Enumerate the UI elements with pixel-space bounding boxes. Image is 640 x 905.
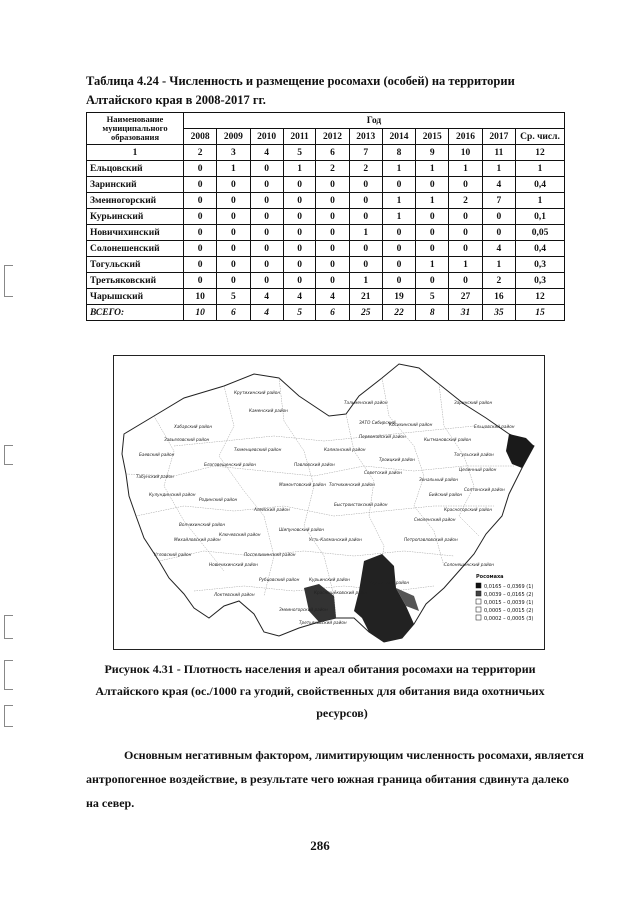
value-cell: 0 — [316, 193, 349, 209]
value-cell: 19 — [382, 289, 415, 305]
table-row — [87, 161, 565, 177]
map-label: Чарышский район — [369, 580, 410, 585]
value-cell: 5 — [217, 289, 250, 305]
legend-label: 0,0039 – 0,0165 (2) — [484, 592, 534, 598]
value-cell: 0 — [184, 273, 217, 289]
table-row — [87, 257, 565, 273]
table-row — [87, 289, 565, 305]
value-cell: 1 — [482, 161, 515, 177]
municipality-name-cell: Заринский — [87, 177, 184, 193]
average-cell: 12 — [516, 289, 565, 305]
map-label: Хабарский район — [174, 424, 213, 429]
value-cell: 4 — [482, 177, 515, 193]
total-value-cell: 10 — [184, 305, 217, 321]
value-cell: 0 — [184, 257, 217, 273]
municipality-name-cell: Новичихинский — [87, 225, 184, 241]
value-cell: 1 — [416, 161, 449, 177]
municipality-name-cell: Солонешенский — [87, 241, 184, 257]
value-cell: 1 — [349, 273, 382, 289]
municipality-name-cell: Ельцовский — [87, 161, 184, 177]
value-cell: 1 — [449, 257, 482, 273]
map-label: ЗАТО Сибирский — [359, 420, 396, 425]
index-cell: 4 — [250, 145, 283, 161]
map-label: Калманский район — [324, 447, 366, 452]
index-cell: 6 — [316, 145, 349, 161]
value-cell: 0 — [316, 177, 349, 193]
year-cell: 2015 — [416, 129, 449, 145]
year-cell: 2009 — [217, 129, 250, 145]
value-cell: 0 — [416, 225, 449, 241]
map-label: Благовещенский район — [204, 462, 257, 467]
value-cell: 0 — [283, 257, 316, 273]
map-label: Кулундинский район — [149, 492, 196, 497]
value-cell: 0 — [482, 225, 515, 241]
year-cell: 2017 — [482, 129, 515, 145]
map-label: Солтонский район — [464, 487, 505, 492]
value-cell: 0 — [184, 193, 217, 209]
value-cell: 1 — [349, 225, 382, 241]
value-cell: 2 — [482, 273, 515, 289]
year-cell: 2014 — [382, 129, 415, 145]
map-label: Третьяковский район — [299, 620, 347, 625]
paragraph-line-3: на север. — [86, 796, 135, 810]
value-cell: 4 — [316, 289, 349, 305]
value-cell: 0 — [349, 193, 382, 209]
value-cell: 1 — [482, 257, 515, 273]
map-label: Мамонтовский район — [279, 482, 326, 487]
value-cell: 0 — [416, 209, 449, 225]
total-value-cell: 6 — [217, 305, 250, 321]
table-caption-line-1: Таблица 4.24 - Численность и размещение росомахи (особей) на территории — [86, 74, 515, 88]
map-label: Солонешенский район — [444, 562, 495, 567]
value-cell: 0 — [316, 225, 349, 241]
map-legend — [476, 574, 533, 622]
value-cell: 0 — [449, 209, 482, 225]
value-cell: 4 — [283, 289, 316, 305]
altai-krai-map — [114, 356, 544, 649]
legend-title: Росомаха — [476, 574, 504, 580]
value-cell: 0 — [217, 193, 250, 209]
map-label: Шипуновский район — [279, 527, 325, 532]
legend-label: 0,0165 – 0,0369 (1) — [484, 584, 534, 590]
total-value-cell: 31 — [449, 305, 482, 321]
year-cell: 2011 — [283, 129, 316, 145]
value-cell: 0 — [250, 225, 283, 241]
year-cell: 2008 — [184, 129, 217, 145]
map-label: Заринский район — [454, 400, 493, 405]
value-cell: 0 — [184, 209, 217, 225]
value-cell: 0 — [217, 177, 250, 193]
map-label: Косихинский район — [389, 422, 433, 427]
map-label: Завьяловский район — [164, 437, 210, 442]
paragraph-line-1: Основным негативным фактором, лимитирующим численность росомахи, является — [124, 748, 584, 762]
map-label: Змеиногорский район — [279, 607, 328, 612]
value-cell: 2 — [449, 193, 482, 209]
wolverine-count-table — [86, 112, 565, 321]
legend-item — [476, 591, 533, 598]
value-cell: 0 — [316, 257, 349, 273]
average-cell: 0,1 — [516, 209, 565, 225]
map-label: Топчихинский район — [329, 482, 375, 487]
legend-swatch — [476, 599, 481, 604]
table-caption-line-2: Алтайского края в 2008-2017 гг. — [86, 93, 266, 107]
value-cell: 0 — [217, 257, 250, 273]
map-label: Волчихинский район — [179, 522, 226, 527]
map-label: Кытмановский район — [424, 437, 472, 442]
value-cell: 0 — [382, 177, 415, 193]
value-cell: 0 — [382, 257, 415, 273]
map-label: Тальменский район — [344, 400, 388, 405]
map-figure — [113, 355, 545, 650]
year-cell: 2012 — [316, 129, 349, 145]
value-cell: 0 — [250, 161, 283, 177]
total-value-cell: 35 — [482, 305, 515, 321]
map-label: Бийский район — [429, 492, 463, 497]
total-value-cell: 6 — [316, 305, 349, 321]
value-cell: 1 — [217, 161, 250, 177]
index-cell: 3 — [217, 145, 250, 161]
value-cell: 0 — [250, 177, 283, 193]
total-label-cell: ВСЕГО: — [87, 305, 184, 321]
scan-margin-mark — [4, 265, 13, 297]
map-label: Ельцовский район — [474, 424, 515, 429]
value-cell: 27 — [449, 289, 482, 305]
value-cell: 0 — [382, 241, 415, 257]
map-label: Целинный район — [459, 467, 497, 472]
value-cell: 0 — [449, 241, 482, 257]
value-cell: 1 — [382, 193, 415, 209]
map-label: Тюменцевский район — [234, 447, 282, 452]
value-cell: 21 — [349, 289, 382, 305]
value-cell: 1 — [382, 209, 415, 225]
year-cell: 2016 — [449, 129, 482, 145]
index-cell: 1 — [87, 145, 184, 161]
map-label: Курьинский район — [309, 577, 350, 582]
year-cell: 2010 — [250, 129, 283, 145]
value-cell: 0 — [283, 177, 316, 193]
index-cell: 8 — [382, 145, 415, 161]
average-header: Ср. числ. — [516, 129, 565, 145]
legend-label: 0,0002 – 0,0005 (3) — [484, 616, 534, 622]
scan-margin-mark — [4, 445, 13, 465]
value-cell: 0 — [283, 193, 316, 209]
value-cell: 0 — [416, 241, 449, 257]
value-cell: 0 — [250, 257, 283, 273]
value-cell: 16 — [482, 289, 515, 305]
municipality-name-cell: Тогульский — [87, 257, 184, 273]
value-cell: 7 — [482, 193, 515, 209]
map-label: Красногорский район — [444, 507, 493, 512]
value-cell: 0 — [217, 209, 250, 225]
value-cell: 0 — [250, 193, 283, 209]
value-cell: 0 — [283, 241, 316, 257]
map-label: Ключевский район — [219, 532, 261, 537]
value-cell: 0 — [250, 273, 283, 289]
paragraph-line-2: антропогенное воздействие, в результате чего южная граница обитания сдвинута далеко — [86, 772, 569, 786]
figure-caption-line-2: Алтайского края (ос./1000 га угодий, свойственных для обитания вида охотничьих — [95, 684, 545, 698]
value-cell: 0 — [184, 161, 217, 177]
map-label: Михайловский район — [174, 537, 221, 542]
figure-caption-line-1: Рисунок 4.31 - Плотность населения и ареал обитания росомахи на территории — [104, 662, 536, 676]
map-label: Рубцовский район — [259, 577, 300, 582]
map-label: Павловский район — [294, 462, 335, 467]
average-cell: 0,05 — [516, 225, 565, 241]
value-cell: 0 — [449, 177, 482, 193]
map-label: Усть-Калманский район — [309, 537, 362, 542]
legend-swatch — [476, 583, 481, 588]
legend-item — [476, 607, 533, 614]
value-cell: 2 — [316, 161, 349, 177]
value-cell: 0 — [283, 273, 316, 289]
map-label: Троицкий район — [379, 457, 415, 462]
municipality-name-cell: Чарышский — [87, 289, 184, 305]
table-row — [87, 225, 565, 241]
scan-margin-mark — [4, 615, 13, 639]
index-cell: 2 — [184, 145, 217, 161]
map-label: Зональный район — [419, 477, 459, 482]
value-cell: 0 — [482, 209, 515, 225]
legend-swatch — [476, 607, 481, 612]
municipality-name-cell: Третьяковский — [87, 273, 184, 289]
value-cell: 1 — [283, 161, 316, 177]
value-cell: 0 — [349, 177, 382, 193]
value-cell: 0 — [250, 241, 283, 257]
value-cell: 0 — [449, 273, 482, 289]
table-row — [87, 273, 565, 289]
legend-swatch — [476, 591, 481, 596]
value-cell: 2 — [349, 161, 382, 177]
map-label: Локтевский район — [214, 592, 255, 597]
table-row — [87, 209, 565, 225]
total-average-cell: 15 — [516, 305, 565, 321]
value-cell: 0 — [283, 209, 316, 225]
value-cell: 1 — [416, 257, 449, 273]
legend-item — [476, 583, 533, 590]
map-label: Поспелихинский район — [244, 552, 296, 557]
value-cell: 0 — [416, 177, 449, 193]
legend-label: 0,0005 – 0,0015 (2) — [484, 608, 534, 614]
total-value-cell: 5 — [283, 305, 316, 321]
value-cell: 1 — [416, 193, 449, 209]
legend-item — [476, 615, 533, 622]
value-cell: 0 — [382, 273, 415, 289]
value-cell: 0 — [349, 257, 382, 273]
average-cell: 1 — [516, 161, 565, 177]
scan-margin-mark — [4, 705, 13, 727]
average-cell: 1 — [516, 193, 565, 209]
value-cell: 1 — [382, 161, 415, 177]
total-value-cell: 22 — [382, 305, 415, 321]
value-cell: 0 — [217, 225, 250, 241]
map-label: Тогульский район — [454, 452, 494, 457]
map-label: Петропавловский район — [404, 537, 458, 542]
figure-caption-line-3: ресурсов) — [316, 706, 368, 720]
value-cell: 0 — [416, 273, 449, 289]
municipality-header: Наименование муниципального образования — [87, 113, 184, 145]
value-cell: 4 — [482, 241, 515, 257]
value-cell: 0 — [283, 225, 316, 241]
value-cell: 0 — [184, 225, 217, 241]
total-value-cell: 8 — [416, 305, 449, 321]
index-cell: 9 — [416, 145, 449, 161]
value-cell: 0 — [316, 273, 349, 289]
average-cell: 0,4 — [516, 241, 565, 257]
value-cell: 0 — [449, 225, 482, 241]
index-cell: 11 — [482, 145, 515, 161]
value-cell: 0 — [250, 209, 283, 225]
value-cell: 0 — [184, 241, 217, 257]
map-label: Родинский район — [199, 497, 238, 502]
total-value-cell: 4 — [250, 305, 283, 321]
map-label: Баевский район — [139, 452, 175, 457]
table-row — [87, 193, 565, 209]
average-cell: 0,3 — [516, 257, 565, 273]
average-cell: 0,3 — [516, 273, 565, 289]
municipality-name-cell: Змеиногорский — [87, 193, 184, 209]
map-label: Алейский район — [254, 507, 290, 512]
value-cell: 0 — [349, 209, 382, 225]
value-cell: 0 — [382, 225, 415, 241]
value-cell: 1 — [449, 161, 482, 177]
page-number: 286 — [310, 838, 330, 853]
map-label: Каменский район — [249, 408, 288, 413]
value-cell: 0 — [316, 241, 349, 257]
map-label: Советский район — [364, 470, 402, 475]
average-cell: 0,4 — [516, 177, 565, 193]
value-cell: 5 — [416, 289, 449, 305]
map-label: Новичихинский район — [209, 562, 258, 567]
map-label: Быстроистокский район — [334, 502, 388, 507]
value-cell: 4 — [250, 289, 283, 305]
value-cell: 0 — [316, 209, 349, 225]
index-cell: 12 — [516, 145, 565, 161]
map-label: Смоленский район — [414, 517, 456, 522]
value-cell: 0 — [349, 241, 382, 257]
total-row — [87, 305, 565, 321]
year-cell: 2013 — [349, 129, 382, 145]
index-cell: 10 — [449, 145, 482, 161]
table-row — [87, 177, 565, 193]
column-index-row — [87, 145, 565, 161]
map-label: Крутихинский район — [234, 390, 281, 395]
value-cell: 0 — [217, 273, 250, 289]
map-label: Первомайский район — [359, 434, 406, 439]
legend-label: 0,0015 – 0,0039 (1) — [484, 600, 534, 606]
index-cell: 5 — [283, 145, 316, 161]
table-row — [87, 241, 565, 257]
value-cell: 10 — [184, 289, 217, 305]
legend-swatch — [476, 615, 481, 620]
map-label: Краснощёковский район — [314, 590, 369, 595]
value-cell: 0 — [184, 177, 217, 193]
total-value-cell: 25 — [349, 305, 382, 321]
map-label: Табунский район — [136, 474, 174, 479]
legend-item — [476, 599, 533, 606]
municipality-name-cell: Курьинский — [87, 209, 184, 225]
year-header: Год — [184, 113, 565, 129]
map-label: Угловский район — [154, 552, 192, 557]
value-cell: 0 — [217, 241, 250, 257]
index-cell: 7 — [349, 145, 382, 161]
